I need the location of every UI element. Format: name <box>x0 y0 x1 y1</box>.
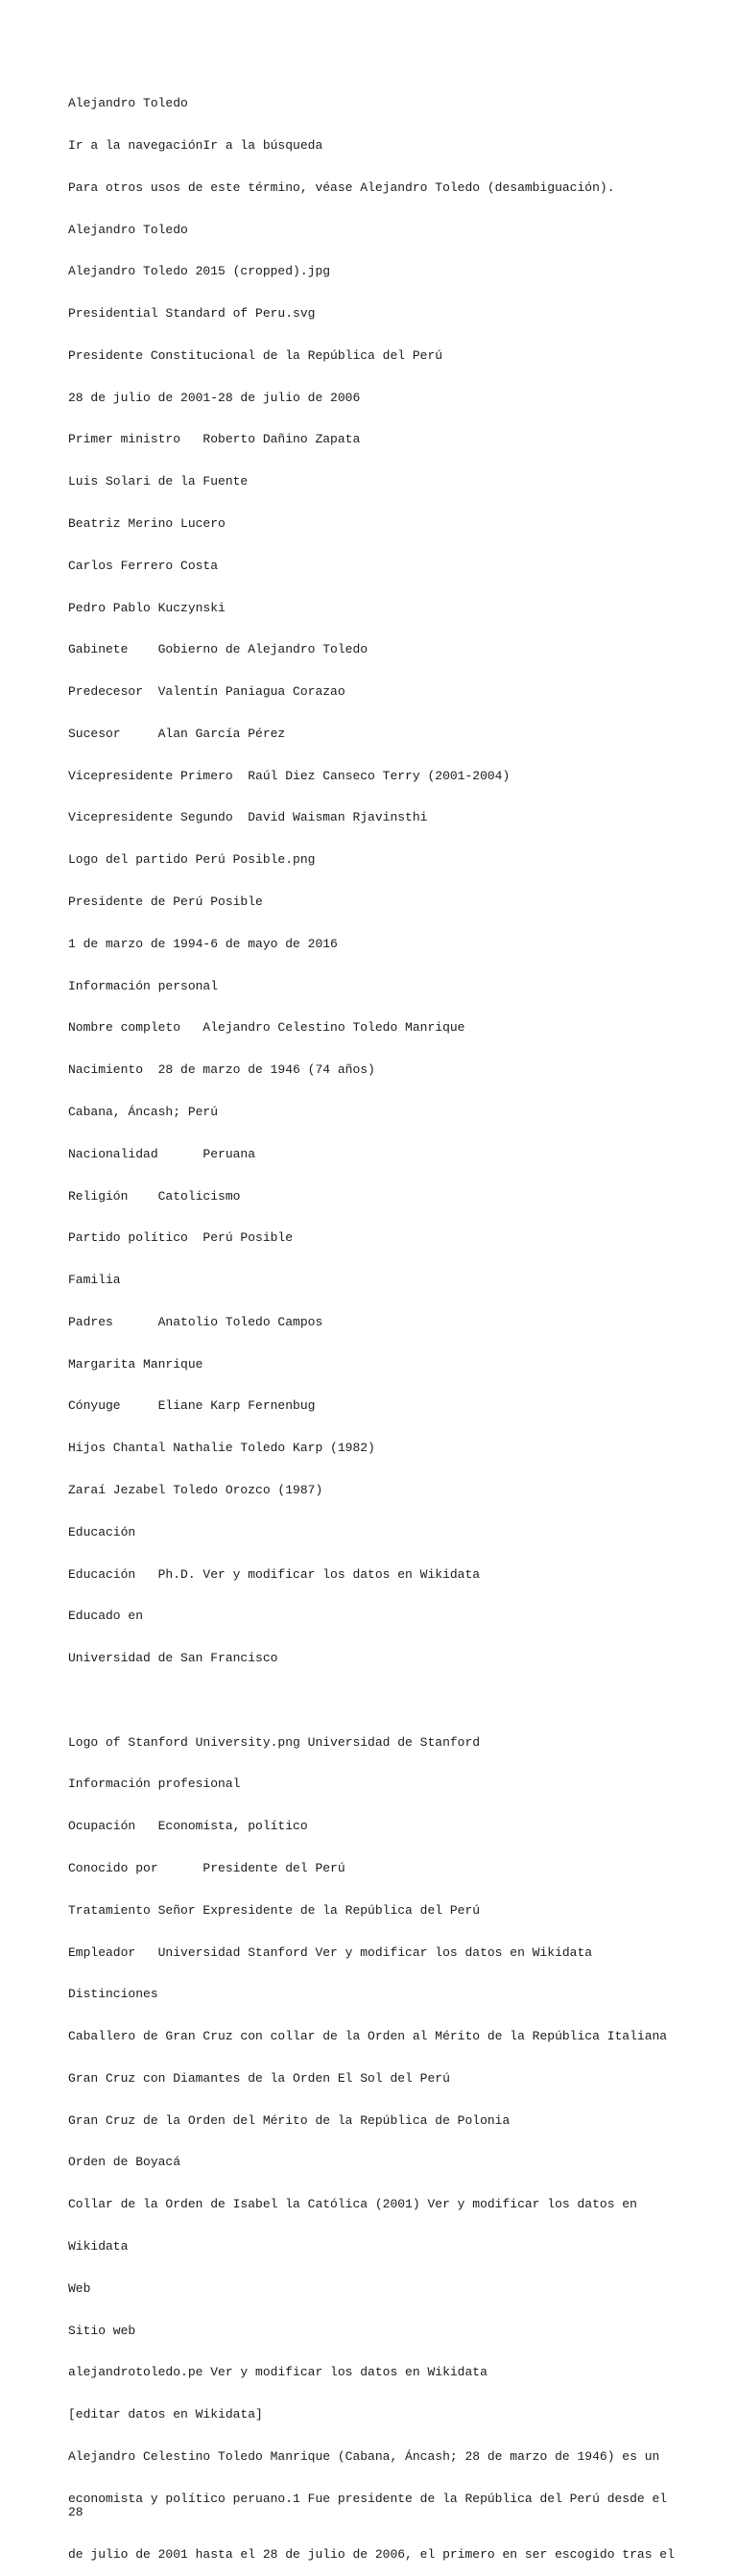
document-text <box>68 69 682 2576</box>
doc-line: Nacimiento 28 de marzo de 1946 (74 años) <box>68 1062 375 1078</box>
doc-line: Logo of Stanford University.png Universidad de Stanford <box>68 1734 481 1750</box>
doc-line: Partido político Perú Posible <box>68 1230 294 1246</box>
doc-line: Educación <box>68 1524 136 1539</box>
doc-line: Primer ministro Roberto Dañino Zapata <box>68 432 361 447</box>
doc-line: Educación Ph.D. Ver y modificar los datos en Wikidata <box>68 1566 481 1582</box>
doc-line: Nacionalidad Peruana <box>68 1146 256 1161</box>
doc-line: Predecesor Valentín Paniagua Corazao <box>68 684 345 700</box>
doc-line: Vicepresidente Segundo David Waisman Rjavinsthi <box>68 810 428 825</box>
doc-line: [editar datos en Wikidata] <box>68 2407 263 2422</box>
doc-line: Cónyuge Eliane Karp Fernenbug <box>68 1398 316 1414</box>
doc-line: Alejandro Toledo <box>68 222 188 237</box>
doc-line: Presidential Standard of Peru.svg <box>68 306 316 322</box>
doc-line: Alejandro Toledo <box>68 96 188 111</box>
doc-line: Gran Cruz con Diamantes de la Orden El Sol del Perú <box>68 2070 450 2086</box>
doc-line: de julio de 2001 hasta el 28 de julio de 2006, el primero en ser escogido tras el <box>68 2547 675 2563</box>
doc-line: alejandrotoledo.pe Ver y modificar los datos en Wikidata <box>68 2365 487 2380</box>
doc-line: Tratamiento Señor Expresidente de la República del Perú <box>68 1902 481 1918</box>
doc-line: Wikidata <box>68 2239 129 2254</box>
doc-line: Para otros usos de este término, véase Alejandro Toledo (desambiguación). <box>68 179 615 195</box>
doc-line: Educado en <box>68 1609 144 1624</box>
doc-line: Ocupación Economista, político <box>68 1819 308 1834</box>
doc-line: Sitio web <box>68 2323 136 2338</box>
doc-line: Presidente de Perú Posible <box>68 894 263 910</box>
doc-line: Hijos Chantal Nathalie Toledo Karp (1982) <box>68 1441 375 1456</box>
doc-line: Zaraí Jezabel Toledo Orozco (1987) <box>68 1482 323 1497</box>
doc-line: Sucesor Alan García Pérez <box>68 726 286 741</box>
doc-line: Padres Anatolio Toledo Campos <box>68 1314 323 1329</box>
doc-line: Empleador Universidad Stanford Ver y modificar los datos en Wikidata <box>68 1944 593 1960</box>
doc-line: Universidad de San Francisco <box>68 1651 278 1666</box>
doc-line: Web <box>68 2280 91 2296</box>
doc-line: Alejandro Celestino Toledo Manrique (Cabana, Áncash; 28 de marzo de 1946) es un <box>68 2448 660 2464</box>
doc-line: Nombre completo Alejandro Celestino Toledo Manrique <box>68 1020 465 1036</box>
doc-line: Luis Solari de la Fuente <box>68 474 249 489</box>
doc-line: Familia <box>68 1273 121 1288</box>
doc-line: Ir a la navegaciónIr a la búsqueda <box>68 137 323 153</box>
doc-line: Información profesional <box>68 1777 241 1792</box>
doc-line: Conocido por Presidente del Perú <box>68 1861 345 1875</box>
doc-line: Margarita Manrique <box>68 1356 203 1371</box>
doc-line: Distinciones <box>68 1987 158 2002</box>
doc-line: Gabinete Gobierno de Alejandro Toledo <box>68 642 368 657</box>
doc-line: Cabana, Áncash; Perú <box>68 1104 219 1119</box>
doc-line: Religión Catolicismo <box>68 1188 241 1204</box>
doc-line: 1 de marzo de 1994-6 de mayo de 2016 <box>68 936 338 951</box>
doc-line: Caballero de Gran Cruz con collar de la Orden al Mérito de la República Italiana <box>68 2029 668 2044</box>
doc-line: Carlos Ferrero Costa <box>68 558 219 573</box>
doc-line: Presidente Constitucional de la República del Perú <box>68 347 443 363</box>
doc-line: Collar de la Orden de Isabel la Católica (2001) Ver y modificar los datos en <box>68 2197 637 2212</box>
doc-line: Pedro Pablo Kuczynski <box>68 600 226 615</box>
doc-line: Gran Cruz de la Orden del Mérito de la República de Polonia <box>68 2112 511 2128</box>
doc-line: Beatriz Merino Lucero <box>68 516 226 531</box>
doc-line: 28 de julio de 2001-28 de julio de 2006 <box>68 390 361 405</box>
doc-line: Vicepresidente Primero Raúl Diez Canseco Terry (2001-2004) <box>68 768 511 783</box>
doc-line: Logo del partido Perú Posible.png <box>68 852 316 868</box>
doc-line <box>68 1694 682 1708</box>
doc-line: Alejandro Toledo 2015 (cropped).jpg <box>68 264 331 279</box>
doc-line: Orden de Boyacá <box>68 2155 181 2170</box>
doc-line: economista y político peruano.1 Fue presidente de la República del Perú desde el 28 <box>68 2491 675 2520</box>
doc-line: Información personal <box>68 978 219 993</box>
